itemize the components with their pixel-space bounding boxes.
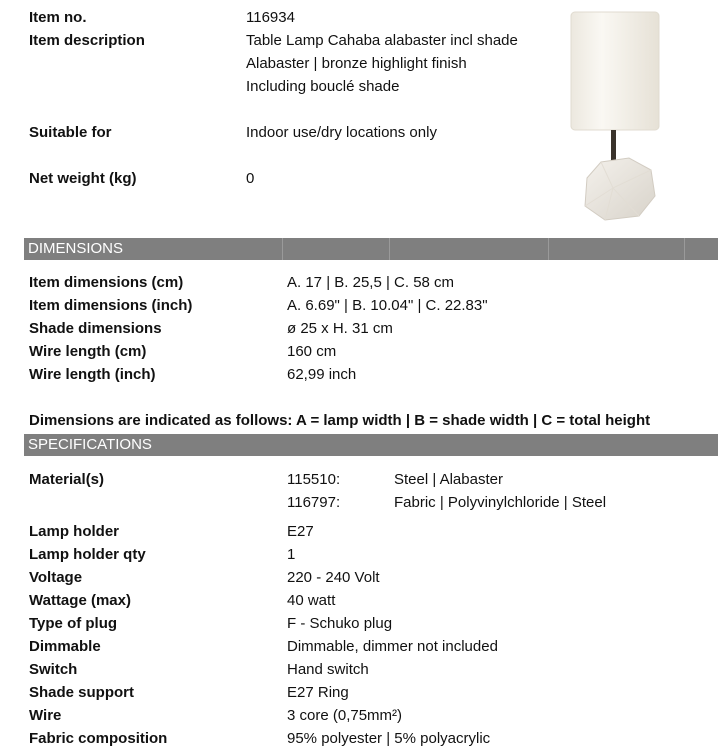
spec-row-value: E27 [287,523,314,540]
suitable-for-value: Indoor use/dry locations only [246,124,437,141]
net-weight-label: Net weight (kg) [29,170,137,187]
dimension-row-label: Wire length (inch) [29,366,156,383]
spec-row-value: 95% polyester | 5% polyacrylic [287,730,491,747]
header-divider [389,238,390,260]
dimension-row-value: 160 cm [287,343,337,360]
dimension-row-value: ø 25 x H. 31 cm [287,320,393,337]
spec-row-label: Dimmable [29,638,101,655]
dimensions-section-header [24,238,718,260]
dimension-row-label: Item dimensions (inch) [29,297,193,314]
specifications-title: SPECIFICATIONS [28,436,152,453]
spec-row-value: 220 - 240 Volt [287,569,380,586]
spec-row-value: 1 [287,546,296,563]
dimension-row-value: 62,99 inch [287,366,357,383]
spec-row-label: Wire [29,707,62,724]
dimension-row-label: Wire length (cm) [29,343,147,360]
spec-row-label: Shade support [29,684,135,701]
spec-row-label: Lamp holder qty [29,546,146,563]
item-no-value: 116934 [246,9,295,26]
spec-row-value: E27 Ring [287,684,349,701]
header-divider [684,238,685,260]
spec-row-label: Switch [29,661,78,678]
net-weight-value: 0 [246,170,255,187]
spec-row-label: Fabric composition [29,730,168,747]
material-value: Steel | Alabaster [394,471,503,488]
material-code: 116797: [287,494,341,511]
materials-label: Material(s) [29,471,105,488]
table-lamp-product-photo [565,6,675,232]
spec-row-value: 40 watt [287,592,336,609]
spec-row-value: 3 core (0,75mm²) [287,707,403,724]
specifications-section-header [24,434,718,456]
material-value: Fabric | Polyvinylchloride | Steel [394,494,607,511]
dimensions-title: DIMENSIONS [28,240,124,257]
dimension-row-label: Item dimensions (cm) [29,274,184,291]
spec-row-label: Lamp holder [29,523,120,540]
spec-row-value: Hand switch [287,661,369,678]
dimensions-note: Dimensions are indicated as follows: A = lamp width | B = shade width | C = total height [29,412,651,429]
dimension-row-value: A. 6.69" | B. 10.04" | C. 22.83" [287,297,488,314]
spec-row-value: F - Schuko plug [287,615,393,632]
spec-row-label: Type of plug [29,615,118,632]
spec-row-label: Wattage (max) [29,592,131,609]
item-description-line: Including bouclé shade [246,78,400,95]
spec-row-value: Dimmable, dimmer not included [287,638,498,655]
header-divider [548,238,549,260]
dimension-row-value: A. 17 | B. 25,5 | C. 58 cm [287,274,455,291]
dimension-row-label: Shade dimensions [29,320,162,337]
spec-row-label: Voltage [29,569,83,586]
suitable-for-label: Suitable for [29,124,112,141]
material-code: 115510: [287,471,341,488]
item-no-label: Item no. [29,9,87,26]
item-description-label: Item description [29,32,145,49]
item-description-line: Alabaster | bronze highlight finish [246,55,467,72]
header-divider [282,238,283,260]
item-description-line: Table Lamp Cahaba alabaster incl shade [246,32,518,49]
